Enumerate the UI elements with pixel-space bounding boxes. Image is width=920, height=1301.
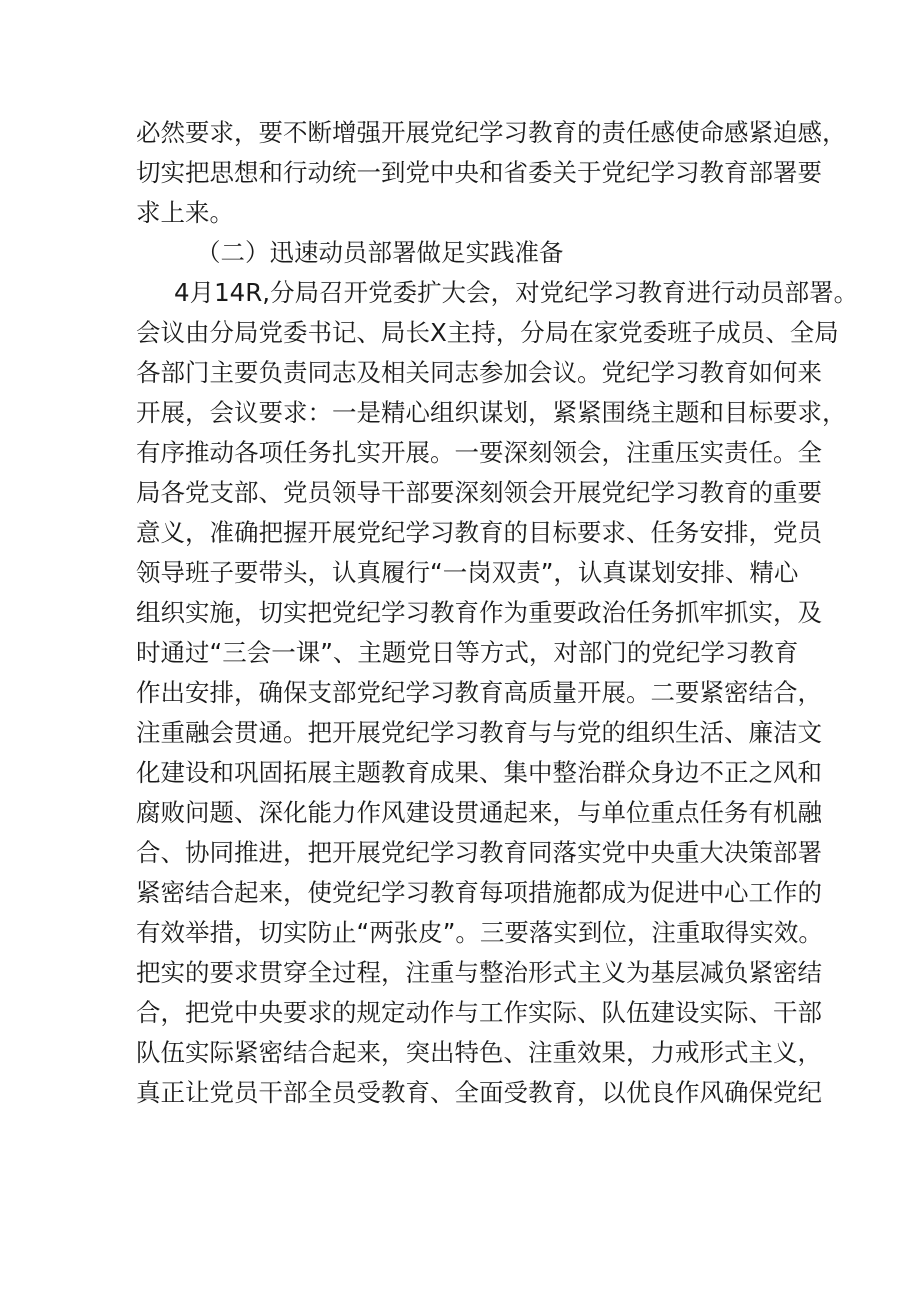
text-line: 开展，会议要求：一是精心组织谋划，紧紧围绕主题和目标要求，: [136, 398, 847, 427]
text-line: 作出安排，确保支部党纪学习教育高质量开展。二要紧密结合，: [136, 678, 822, 707]
text-line: 把实的要求贯穿全过程，注重与整治形式主义为基层减负紧密结: [136, 958, 822, 987]
paragraph-first-line: 4月14R,分局召开党委扩大会，对党纪学习教育进行动员部署。: [174, 278, 859, 307]
text-line: 局各党支部、党员领导干部要深刻领会开展党纪学习教育的重要: [136, 478, 822, 507]
text-line: 合，把党中央要求的规定动作与工作实际、队伍建设实际、干部: [136, 998, 822, 1027]
text-line: 组织实施，切实把党纪学习教育作为重要政治任务抓牢抓实，及: [136, 598, 822, 627]
text-line: 领导班子要带头，认真履行“一岗双责”，认真谋划安排、精心: [136, 558, 799, 587]
text-line: 时通过“三会一课”、主题党日等方式，对部门的党纪学习教育: [136, 638, 799, 667]
text-line: 会议由分局党委书记、局长X主持，分局在家党委班子成员、全局: [136, 318, 839, 347]
text-line: 腐败问题、深化能力作风建设贯通起来，与单位重点任务有机融: [136, 798, 822, 827]
text-line: 紧密结合起来，使党纪学习教育每项措施都成为促进中心工作的: [136, 878, 822, 907]
text-line: 求上来。: [136, 198, 234, 227]
text-line: 有序推动各项任务扎实开展。一要深刻领会，注重压实责任。全: [136, 438, 822, 467]
text-line: 注重融会贯通。把开展党纪学习教育与与党的组织生活、廉洁文: [136, 718, 822, 747]
text-line: 真正让党员干部全员受教育、全面受教育，以优良作风确保党纪: [136, 1078, 822, 1107]
text-line: 合、协同推进，把开展党纪学习教育同落实党中央重大决策部署: [136, 838, 822, 867]
text-line: 有效举措，切实防止“两张皮”。三要落实到位，注重取得实效。: [136, 918, 823, 947]
text-line: 化建设和巩固拓展主题教育成果、集中整治群众身边不正之风和: [136, 758, 822, 787]
text-line: 必然要求，要不断增强开展党纪学习教育的责任感使命感紧迫感，: [136, 118, 847, 147]
document-body: [136, 113, 859, 1113]
text-line: 意义，准确把握开展党纪学习教育的目标要求、任务安排，党员: [136, 518, 822, 547]
text-line: 切实把思想和行动统一到党中央和省委关于党纪学习教育部署要: [136, 158, 822, 187]
section-heading: （二）迅速动员部署做足实践准备: [196, 238, 564, 267]
text-line: 队伍实际紧密结合起来，突出特色、注重效果，力戒形式主义，: [136, 1038, 822, 1067]
text-line: 各部门主要负责同志及相关同志参加会议。党纪学习教育如何来: [136, 358, 822, 387]
